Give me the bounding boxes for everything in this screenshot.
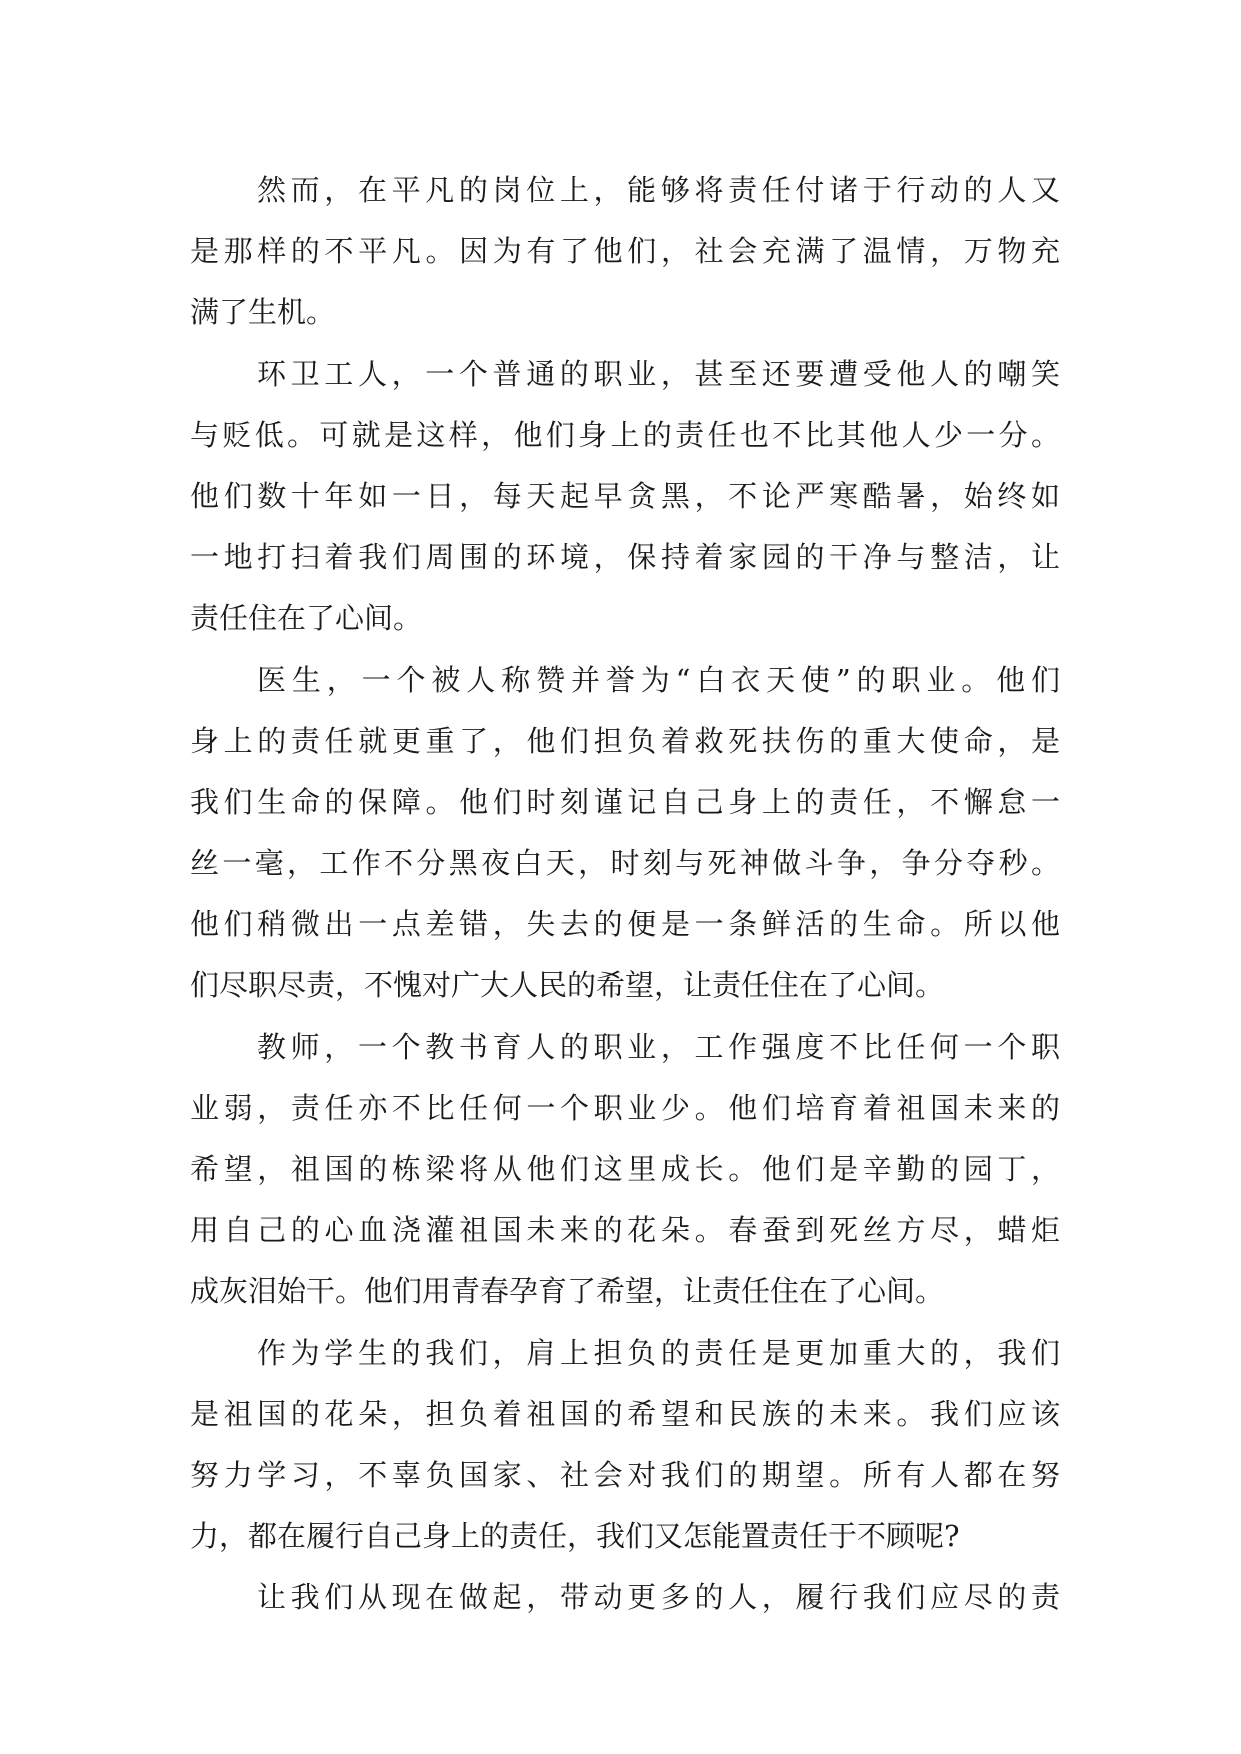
text-line: 他们数十年如一日，每天起早贪黑，不论严寒酷暑，始终如 [190, 478, 1060, 513]
text-line: 他们稍微出一点差错，失去的便是一条鲜活的生命。所以他 [190, 907, 1060, 942]
text-line: 作为学生的我们，肩上担负的责任是更加重大的，我们 [257, 1335, 1060, 1370]
paragraph [190, 1017, 1060, 1323]
paragraph [190, 1567, 1060, 1628]
text-line: 成灰泪始干。他们用青春孕育了希望，让责任住在了心间。 [190, 1274, 945, 1309]
text-line: 是祖国的花朵，担负着祖国的希望和民族的未来。我们应该 [190, 1396, 1060, 1431]
text-line: 然而，在平凡的岗位上，能够将责任付诸于行动的人又 [257, 173, 1060, 207]
text-line: 丝一毫，工作不分黑夜白天，时刻与死神做斗争，争分夺秒。 [190, 846, 1060, 881]
text-line: 是那样的不平凡。因为有了他们，社会充满了温情，万物充 [190, 234, 1060, 269]
text-line: 让我们从现在做起，带动更多的人，履行我们应尽的责 [257, 1580, 1060, 1615]
text-line: 业弱，责任亦不比任何一个职业少。他们培育着祖国未来的 [190, 1090, 1060, 1125]
text-line: 努力学习，不辜负国家、社会对我们的期望。所有人都在努 [190, 1457, 1060, 1492]
text-line: 用自己的心血浇灌祖国未来的花朵。春蚕到死丝方尽，蜡炬 [190, 1213, 1060, 1248]
paragraph [190, 650, 1060, 1017]
paragraph [190, 344, 1060, 650]
text-line: 一地打扫着我们周围的环境，保持着家园的干净与整洁，让 [190, 540, 1060, 575]
body-text [190, 160, 1060, 1629]
paragraph [190, 1323, 1060, 1568]
text-line: 我们生命的保障。他们时刻谨记自己身上的责任，不懈怠一 [190, 784, 1060, 819]
text-line: 希望，祖国的栋梁将从他们这里成长。他们是辛勤的园丁， [190, 1152, 1060, 1186]
text-line: 力，都在履行自己身上的责任，我们又怎能置责任于不顾呢? [190, 1519, 960, 1554]
paragraph [190, 160, 1060, 344]
text-line: 满了生机。 [190, 295, 336, 330]
text-line: 教师，一个教书育人的职业，工作强度不比任何一个职 [257, 1029, 1060, 1064]
text-line: 环卫工人，一个普通的职业，甚至还要遭受他人的嘲笑 [257, 356, 1060, 391]
text-line: 责任住在了心间。 [190, 601, 423, 636]
text-line: 医生，一个被人称赞并誉为“白衣天使”的职业。他们 [257, 662, 1060, 697]
text-line: 们尽职尽责，不愧对广大人民的希望，让责任住在了心间。 [190, 968, 945, 1003]
text-line: 与贬低。可就是这样，他们身上的责任也不比其他人少一分。 [190, 417, 1060, 452]
text-line: 身上的责任就更重了，他们担负着救死扶伤的重大使命，是 [190, 723, 1060, 758]
